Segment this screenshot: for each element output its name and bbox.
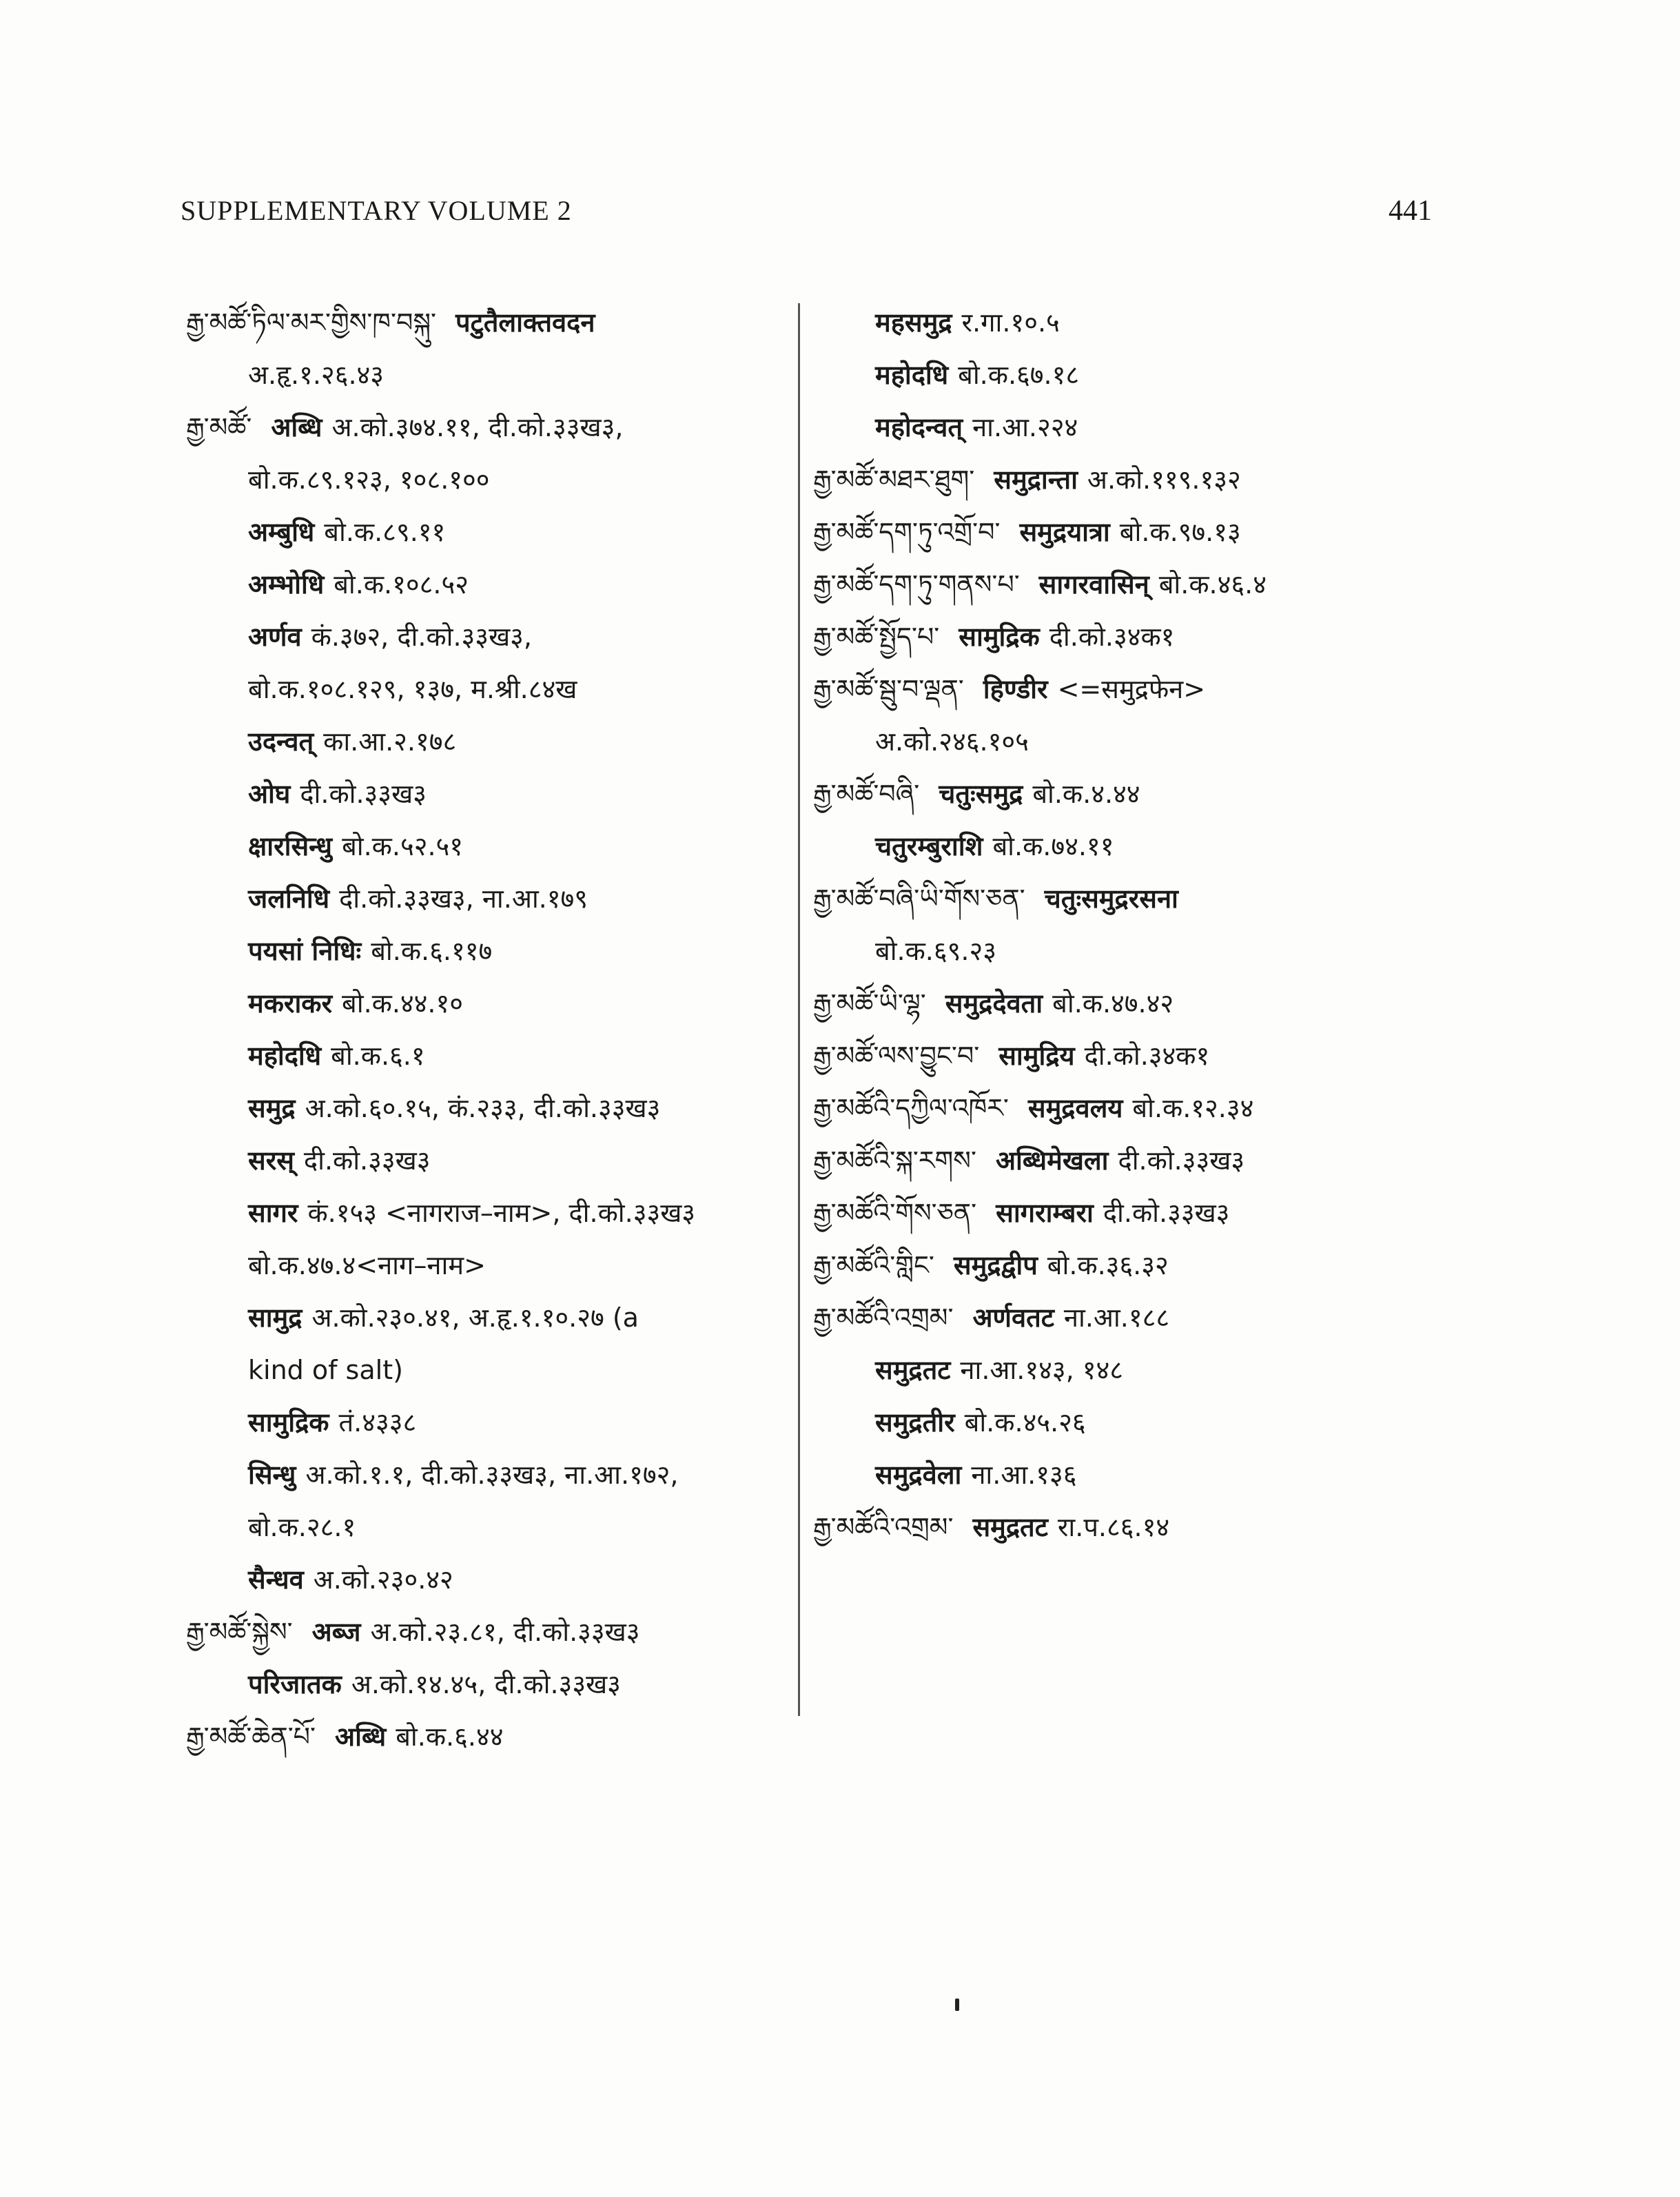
dictionary-entry [813,1291,1454,1344]
dictionary-entry [813,558,1454,611]
sanskrit-headword: परिजातक [248,1669,342,1699]
sanskrit-headword: महोदधि [875,360,949,390]
dictionary-entry [186,1344,792,1396]
sanskrit-headword: अब्धिमेखला [995,1145,1109,1176]
source-reference: दी.को.३३ख३ [303,1145,431,1176]
dictionary-entry [813,663,1454,715]
tibetan-term: རྒྱ་མཚོ་ཆེན་པོ་ [186,1721,316,1752]
source-reference: बो.क.४.४४ [1032,779,1140,809]
source-reference: <=समुद्रफेन> [1057,674,1206,704]
source-reference: बो.क.८९.११ [324,517,446,547]
source-reference: दी.को.३३ख३ [300,779,427,809]
source-reference: बो.क.४५.२६ [964,1407,1086,1438]
dictionary-entry [813,1344,1454,1396]
dictionary-entry [186,1291,792,1344]
dictionary-entry [186,977,792,1030]
dictionary-entry [813,1030,1454,1082]
dictionary-entry [813,349,1454,401]
sanskrit-headword: समुद्रवेला [875,1460,962,1490]
tibetan-term: རྒྱ་མཚོའི་གོས་ཅན་ [813,1198,977,1228]
dictionary-entry [813,925,1454,977]
dictionary-entry [813,506,1454,558]
dictionary-entry [813,872,1454,925]
source-reference: बो.क.१२.३४ [1132,1093,1254,1123]
source-reference: का.आ.२.१७८ [323,726,457,757]
source-reference: बो.क.७४.११ [992,831,1114,861]
source-reference: अ.को.२४६.१०५ [875,726,1029,757]
tibetan-term: རྒྱ་མཚོའི་འགྲམ་ [813,1512,954,1542]
sanskrit-headword: अर्णव [248,622,302,652]
dictionary-entry [186,1710,792,1763]
dictionary-entry [813,715,1454,768]
sanskrit-headword: हिण्डीर [983,674,1048,704]
sanskrit-headword: जलनिधि [248,883,330,914]
source-reference: बो.क.९७.१३ [1119,517,1241,547]
sanskrit-headword: क्षारसिन्धु [248,831,333,861]
dictionary-entry [186,558,792,611]
source-reference: दी.को.३३ख३ [1118,1145,1245,1176]
sanskrit-headword: सरस् [248,1145,294,1176]
sanskrit-headword: समुद्रदेवता [945,988,1043,1019]
source-reference: बो.क.६.११७ [371,936,493,966]
source-reference: बो.क.४४.१० [342,988,464,1019]
dictionary-entry [813,1501,1454,1553]
dictionary-entry [186,1449,792,1501]
source-reference: अ.हृ.१.२६.४३ [248,360,385,390]
dictionary-entry [186,768,792,820]
dictionary-entry [813,1239,1454,1291]
dictionary-entry [186,1501,792,1553]
source-reference: बो.क.१०८.५२ [334,569,469,600]
dictionary-entry [186,820,792,872]
sanskrit-headword: अम्भोधि [248,569,325,600]
dictionary-entry [186,296,792,349]
sanskrit-headword: सामुद्रिक [248,1407,329,1438]
source-reference: बो.क.८९.१२३, १०८.१०० [248,464,490,495]
dictionary-entry [186,1134,792,1187]
source-reference: तं.४३३८ [338,1407,417,1438]
source-reference: रा.प.८६.१४ [1057,1512,1170,1542]
source-reference: बो.क.६७.१८ [958,360,1080,390]
tibetan-term: རྒྱ་མཚོའི་འགྲམ་ [813,1302,954,1333]
dictionary-entry [186,1187,792,1239]
source-reference: बो.क.६९.२३ [875,936,997,966]
sanskrit-headword: चतुःसमुद्ररसना [1044,883,1178,914]
dictionary-entry [186,663,792,715]
dictionary-entry [186,453,792,506]
source-reference: kind of salt) [248,1355,403,1385]
tibetan-term: རྒྱ་མཚོ་ཏིལ་མར་གྱིས་ཁ་བསྐུ་ [186,307,436,338]
sanskrit-headword: अब्धि [335,1721,387,1752]
dictionary-entry [186,506,792,558]
source-reference: दी.को.३४क१ [1084,1041,1210,1071]
right-column [813,296,1454,1553]
tibetan-term: རྒྱ་མཚོ་སྦུ་བ་ལྡན་ [813,674,964,704]
dictionary-entry [186,925,792,977]
source-reference: बो.क.६.१ [331,1041,425,1071]
tibetan-term: རྒྱ་མཚོའི་སྐ་རགས་ [813,1145,976,1176]
tibetan-term: རྒྱ་མཚོ་ [186,412,252,442]
dictionary-entry [813,1082,1454,1134]
sanskrit-headword: अर्णवतट [972,1302,1054,1333]
dictionary-entry [186,401,792,453]
sanskrit-headword: समुद्रतट [972,1512,1048,1542]
sanskrit-headword: सागराम्बरा [996,1198,1094,1228]
sanskrit-headword: सामुद्रिक [959,622,1040,652]
dictionary-entry [813,401,1454,453]
source-reference: अ.को.११९.१३२ [1087,464,1241,495]
column-divider [798,303,800,1716]
sanskrit-headword: सामुद्रिय [998,1041,1075,1071]
dictionary-entry [186,1030,792,1082]
print-mark [955,1999,959,2011]
dictionary-entry [186,715,792,768]
source-reference: ना.आ.१४३, १४८ [960,1355,1124,1385]
sanskrit-headword: समुद्रान्ता [994,464,1078,495]
source-reference: ना.आ.२२४ [972,412,1078,442]
sanskrit-headword: सैन्धव [248,1564,304,1595]
sanskrit-headword: उदन्वत् [248,726,314,757]
source-reference: बो.क.४७.४२ [1052,988,1174,1019]
dictionary-entry [813,453,1454,506]
dictionary-entry [186,611,792,663]
sanskrit-headword: चतुरम्बुराशि [875,831,983,861]
dictionary-entry [186,1396,792,1449]
sanskrit-headword: महसमुद्र [875,307,952,338]
sanskrit-headword: सिन्धु [248,1460,296,1490]
tibetan-term: རྒྱ་མཚོ་སྤྱོད་པ་ [813,622,940,652]
sanskrit-headword: सागर [248,1198,298,1228]
sanskrit-headword: मकराकर [248,988,333,1019]
dictionary-entry [186,872,792,925]
source-reference: बो.क.१०८.१२९, १३७, म.श्री.८४ख [248,674,577,704]
dictionary-entry [186,349,792,401]
sanskrit-headword: समुद्रवलय [1027,1093,1123,1123]
tibetan-term: རྒྱ་མཚོ་མཐར་ཐུག་ [813,464,975,495]
source-reference: अ.को.२३०.४१, अ.हृ.१.१०.२७ (a [311,1302,639,1333]
tibetan-term: རྒྱ་མཚོའི་གླིང་ [813,1250,934,1280]
sanskrit-headword: अब्ज [311,1617,361,1647]
page-number: 441 [1389,195,1432,227]
source-reference: अ.को.२३.८१, दी.को.३३ख३ [370,1617,640,1647]
source-reference: बो.क.४७.४<नाग–नाम> [248,1250,486,1280]
dictionary-entry [813,1449,1454,1501]
sanskrit-headword: अब्धि [271,412,322,442]
tibetan-term: རྒྱ་མཚོ་དག་ཏུ་འགྲོ་བ་ [813,517,1001,547]
tibetan-term: རྒྱ་མཚོ་བཞི་ [813,779,920,809]
source-reference: बो.क.४६.४ [1158,569,1267,600]
source-reference: र.गा.१०.५ [961,307,1060,338]
sanskrit-headword: समुद्र [248,1093,296,1123]
dictionary-entry [813,296,1454,349]
sanskrit-headword: पयसां निधिः [248,936,362,966]
sanskrit-headword: सागरवासिन् [1038,569,1149,600]
tibetan-term: རྒྱ་མཚོ་ཡི་ལྷ་ [813,988,926,1019]
dictionary-entry [186,1606,792,1658]
tibetan-term: རྒྱ་མཚོ་སྐྱེས་ [186,1617,293,1647]
sanskrit-headword: अम्बुधि [248,517,315,547]
source-reference: दी.को.३४क१ [1049,622,1175,652]
dictionary-entry [813,1396,1454,1449]
sanskrit-headword: चतुःसमुद्र [939,779,1023,809]
source-reference: कं.१५३ <नागराज–नाम>, दी.को.३३ख३ [307,1198,696,1228]
page-header [181,181,1432,227]
source-reference: अ.को.१.१, दी.को.३३ख३, ना.आ.१७२, [305,1460,679,1490]
tibetan-term: རྒྱ་མཚོ་དག་ཏུ་གནས་པ་ [813,569,1020,600]
sanskrit-headword: ओघ [248,779,291,809]
tibetan-term: རྒྱ་མཚོའི་དཀྱིལ་འཁོར་ [813,1093,1009,1123]
tibetan-term: རྒྱ་མཚོ་ལས་བྱུང་བ་ [813,1041,980,1071]
source-reference: अ.को.२३०.४२ [313,1564,453,1595]
sanskrit-headword: पटुतैलाक्तवदन [455,307,595,338]
source-reference: बो.क.६.४४ [396,1721,504,1752]
dictionary-entry [813,611,1454,663]
left-column [186,296,792,1763]
source-reference: अ.को.६०.१५, कं.२३३, दी.को.३३ख३ [305,1093,661,1123]
dictionary-entry [186,1553,792,1606]
dictionary-entry [813,768,1454,820]
source-reference: ना.आ.१८८ [1063,1302,1170,1333]
dictionary-entry [186,1239,792,1291]
dictionary-entry [813,1134,1454,1187]
dictionary-entry [813,1187,1454,1239]
source-reference: अ.को.१४.४५, दी.को.३३ख३ [351,1669,621,1699]
source-reference: ना.आ.१३६ [971,1460,1077,1490]
tibetan-term: རྒྱ་མཚོ་བཞི་ཡི་གོས་ཅན་ [813,883,1025,914]
dictionary-entry [813,977,1454,1030]
source-reference: कं.३७२, दी.को.३३ख३, [311,622,532,652]
dictionary-entry [186,1082,792,1134]
sanskrit-headword: समुद्रद्वीप [953,1250,1038,1280]
dictionary-entry [813,820,1454,872]
sanskrit-headword: समुद्रयात्रा [1019,517,1110,547]
running-head: SUPPLEMENTARY VOLUME 2 [181,195,572,226]
sanskrit-headword: महोदन्वत् [875,412,963,442]
sanskrit-headword: समुद्रतीर [875,1407,955,1438]
source-reference: बो.क.२८.१ [248,1512,356,1542]
source-reference: बो.क.३६.३२ [1047,1250,1169,1280]
sanskrit-headword: महोदधि [248,1041,322,1071]
source-reference: दी.को.३३ख३, ना.आ.१७९ [339,883,588,914]
sanskrit-headword: समुद्रतट [875,1355,951,1385]
sanskrit-headword: सामुद्र [248,1302,303,1333]
source-reference: अ.को.३७४.११, दी.को.३३ख३, [331,412,624,442]
source-reference: बो.क.५२.५१ [342,831,464,861]
dictionary-entry [186,1658,792,1710]
source-reference: दी.को.३३ख३ [1103,1198,1230,1228]
